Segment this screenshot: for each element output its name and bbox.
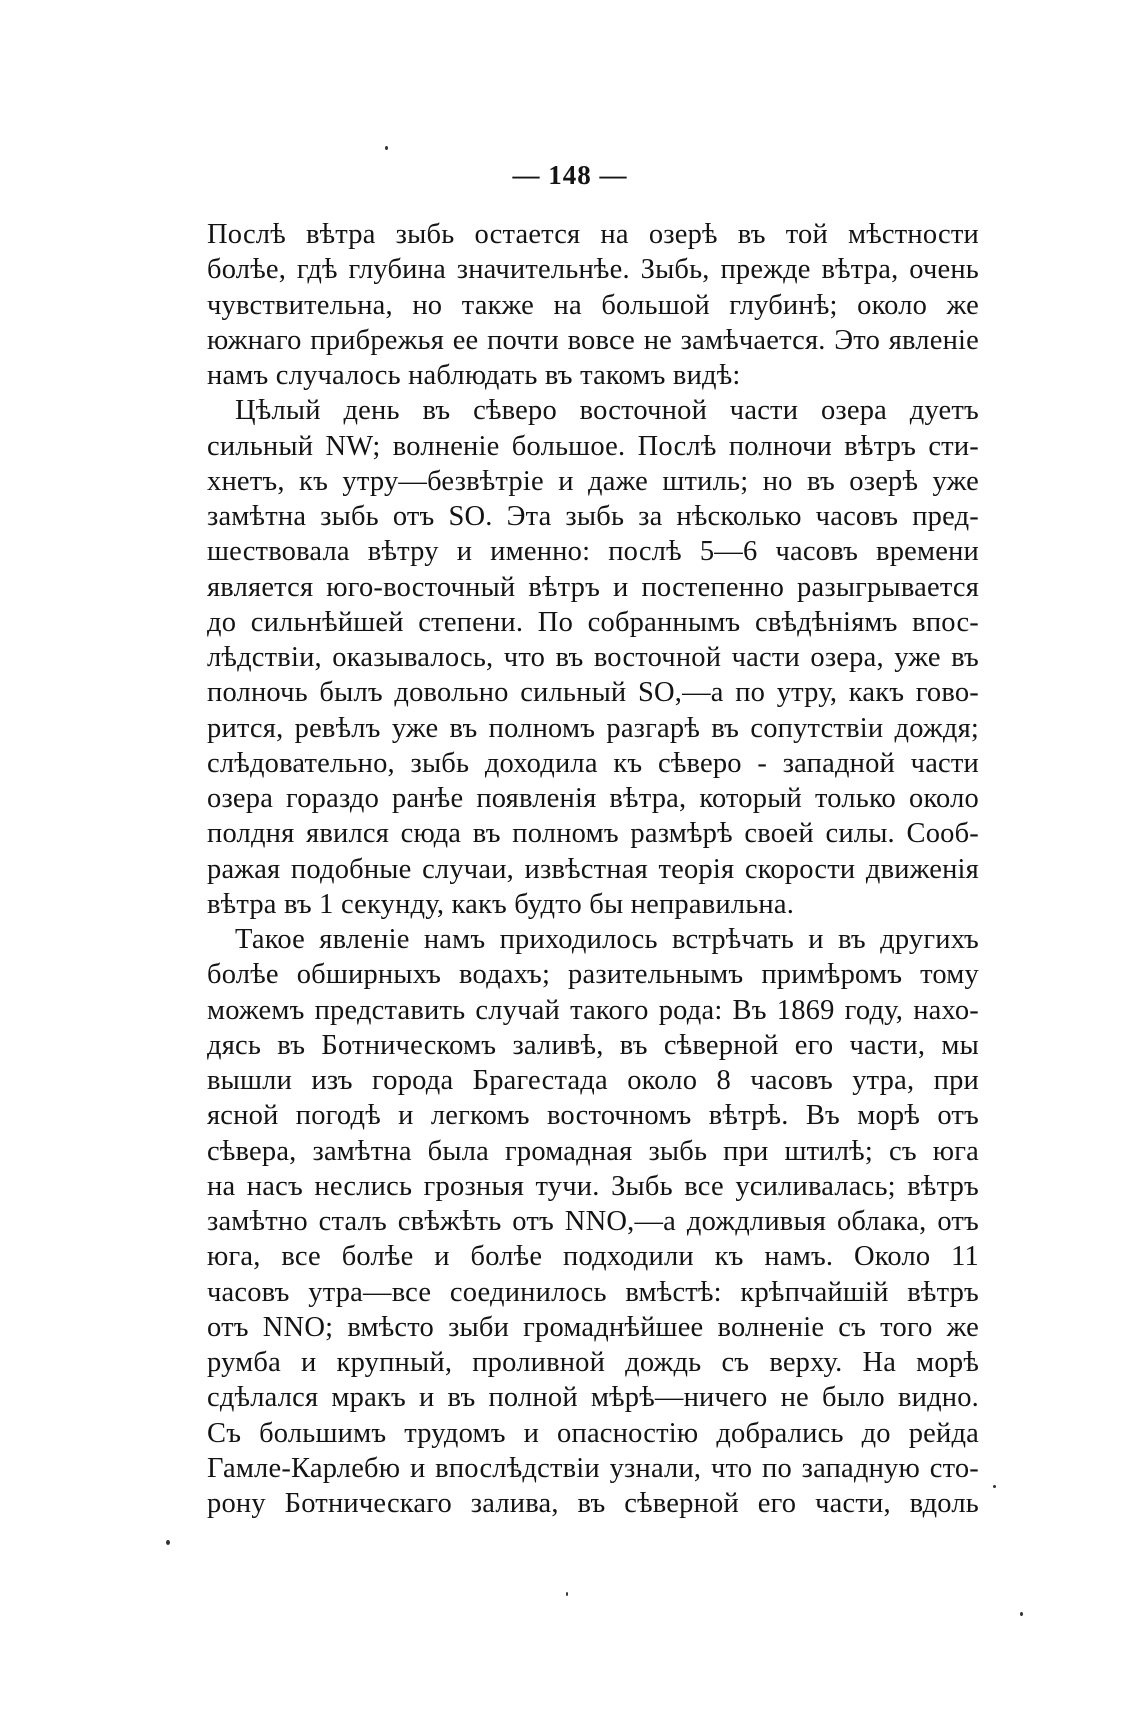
page-number: — 148 — xyxy=(512,160,628,190)
text-line: Такое явленіе намъ приходилось встрѣчать и въ другихъ xyxy=(235,924,979,955)
body-text xyxy=(207,217,979,1521)
text-line: на насъ неслись грозныя тучи. Зыбь все усиливалась; вѣтръ xyxy=(207,1170,979,1202)
text-line: лѣдствіи, оказывалось, что въ восточной части озера, уже въ xyxy=(207,642,979,673)
text-line: отъ NNO; вмѣсто зыби громаднѣйшее волненіе съ того же xyxy=(207,1311,979,1343)
text-line: болѣе обширныхъ водахъ; разительнымъ примѣромъ тому xyxy=(207,959,979,991)
scan-speck xyxy=(566,1592,568,1596)
text-line: можемъ представить случай такого рода: Въ 1869 году, нахо- xyxy=(207,994,979,1026)
text-line: болѣе, гдѣ глубина значительнѣе. Зыбь, прежде вѣтра, очень xyxy=(207,254,979,286)
text-line: замѣтна зыбь отъ SO. Эта зыбь за нѣсколько часовъ пред- xyxy=(207,501,979,532)
text-line: румба и крупный, проливной дождь съ верху. На морѣ xyxy=(207,1347,979,1378)
text-line: южнаго прибрежья ее почти вовсе не замѣчается. Это явленіе xyxy=(207,324,979,356)
text-line: вышли изъ города Брагестада около 8 часовъ утра, при xyxy=(207,1065,979,1096)
text-line: сѣвера, замѣтна была громадная зыбь при штилѣ; съ юга xyxy=(207,1135,979,1167)
text-line: рону Ботническаго залива, въ сѣверной его части, вдоль xyxy=(207,1488,979,1519)
paragraph xyxy=(207,393,979,922)
paragraph xyxy=(207,922,979,1521)
text-line: намъ случалось наблюдать въ такомъ видѣ: xyxy=(207,360,741,391)
text-line: Гамле-Карлебю и впослѣдствіи узнали, что по западную сто- xyxy=(207,1452,979,1484)
text-line: вѣтра въ 1 секунду, какъ будто бы неправильна. xyxy=(207,888,795,920)
scan-speck xyxy=(166,1540,170,1545)
text-line: полночь былъ довольно сильный SO,—а по утру, какъ гово- xyxy=(207,677,979,709)
text-line: ражая подобные случаи, извѣстная теорія скорости движенія xyxy=(207,853,979,885)
text-line: озера гораздо ранѣе появленія вѣтра, который только около xyxy=(207,783,979,814)
text-line: полдня явился сюда въ полномъ размѣрѣ своей силы. Сооб- xyxy=(207,818,979,850)
text-line: чувствительна, но также на большой глубинѣ; около же xyxy=(207,289,979,321)
text-line: дясь въ Ботническомъ заливѣ, въ сѣверной его части, мы xyxy=(207,1029,979,1061)
scan-speck xyxy=(1020,1612,1023,1616)
text-line: рится, ревѣлъ уже въ полномъ разгарѣ въ сопутствіи дождя; xyxy=(207,712,979,744)
text-line: часовъ утра—все соединилось вмѣстѣ: крѣпчайшій вѣтръ xyxy=(207,1276,979,1308)
text-line: юга, все болѣе и болѣе подходили къ намъ. Около 11 xyxy=(207,1241,979,1273)
scan-speck xyxy=(385,146,388,150)
text-line: сдѣлался мракъ и въ полной мѣрѣ—ничего не было видно. xyxy=(207,1382,979,1414)
text-line: сильный NW; волненіе большое. Послѣ полночи вѣтръ сти- xyxy=(207,430,979,462)
scan-speck xyxy=(993,1485,996,1488)
text-line: хнетъ, къ утру—безвѣтріе и даже штиль; но въ озерѣ уже xyxy=(207,465,979,497)
text-line: ясной погодѣ и легкомъ восточномъ вѣтрѣ. Въ морѣ отъ xyxy=(207,1100,979,1132)
text-line: замѣтно сталъ свѣжѣть отъ NNO,—а дождливыя облака, отъ xyxy=(207,1206,979,1237)
text-line: слѣдовательно, зыбь доходила къ сѣверо - западной части xyxy=(207,747,979,779)
text-line: Послѣ вѣтра зыбь остается на озерѣ въ той мѣстности xyxy=(207,219,979,250)
text-line: шествовала вѣтру и именно: послѣ 5—6 часовъ времени xyxy=(207,536,979,568)
text-line: является юго-восточный вѣтръ и постепенно разыгрывается xyxy=(207,571,979,603)
text-line: Цѣлый день въ сѣверо восточной части озера дуетъ xyxy=(235,395,979,427)
text-line: до сильнѣйшей степени. По собраннымъ свѣдѣніямъ впос- xyxy=(207,606,979,638)
text-line: Съ большимъ трудомъ и опасностію добрались до рейда xyxy=(207,1417,979,1449)
paragraph xyxy=(207,217,979,393)
